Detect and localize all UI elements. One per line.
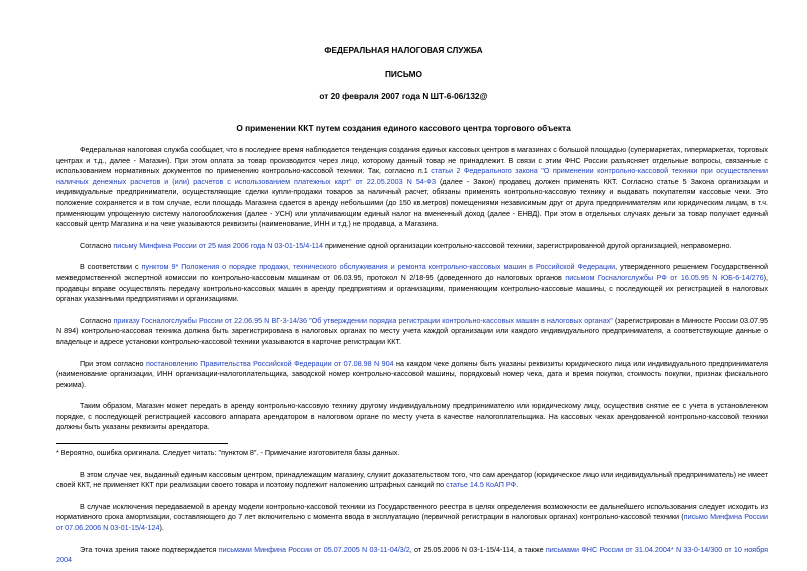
paragraph-text: , утвержденного решением Государственной межведомственной экспертной комиссии по контрольно-кассовым машинам от 06.03.95, протокол N 2/18-95 (доведенного до налоговых органов	[56, 262, 768, 282]
document-date-number: от 20 февраля 2007 года N ШТ-6-06/132@	[319, 91, 488, 101]
footnote-text: * Вероятно, ошибка оригинала. Следует читать: "пунктом 8". - Примечание изготовителя базы данных.	[56, 448, 400, 458]
regulation-point-9-link[interactable]: пунктом 9* Положения о порядке продажи, технического обслуживания и ремонта контрольно-кассовых машин в Российской Федерации	[141, 262, 616, 272]
paragraph-8	[56, 502, 768, 534]
paragraph-text: .	[516, 480, 519, 490]
footnote-divider	[56, 443, 228, 444]
minfin-letter-2006-link[interactable]: письмо Минфина России от 07.06.2006 N 03-01-15/4-124	[56, 512, 768, 533]
agency-title: ФЕДЕРАЛЬНАЯ НАЛОГОВАЯ СЛУЖБА	[324, 45, 483, 55]
paragraph-9	[56, 545, 768, 566]
paragraph-text: При этом согласно	[80, 358, 146, 368]
paragraph-text: Эта точка зрения также подтверждается	[80, 544, 219, 554]
paragraph-text: В этом случае чек, выданный единым кассовым центром, принадлежащим магазину, служит доказательством того, что сам арендатор (юридическое лицо или индивидуальный предприниматель) не имеет своей ККТ, не применяет ККТ при реализации своего товара и поэтому подлежит наложению штрафных санкций по	[56, 469, 768, 490]
paragraph-text: Таким образом, Магазин может передать в аренду контрольно-кассовую технику другому индивидуальному предпринимателю или юридическому лицу, осуществив снятие ее с учета в установленном порядке, с последующей регистрацией кассового аппарата арендатором в налоговом органе по месту учета в качестве налогоплательщика. На кассовых чеках арендованной контрольно-кассовой техники должны быть указаны реквизиты арендатора.	[56, 401, 768, 432]
paragraph-4	[56, 316, 768, 348]
paragraph-3	[56, 262, 768, 304]
paragraph-text: применение одной организации контрольно-кассовой техники, зарегистрированной другой организацией, неправомерно.	[323, 240, 732, 250]
gosnalog-order-link[interactable]: приказу Госналогслужбы России от 22.06.95 N ВГ-3-14/36 "Об утверждении порядка регистрации контрольно-кассовых машин в налоговых органах"	[113, 315, 613, 325]
paragraph-5	[56, 359, 768, 391]
document-type: ПИСЬМО	[384, 69, 423, 79]
document-body	[56, 145, 768, 566]
paragraph-text: на каждом чеке должны быть указаны реквизиты юридического лица или индивидуального предпринимателя (наименование организации, ИНН организации-налогоплательщика, заводской номер контрольно-кассовой машины, порядковый номер чека, дата и время покупки, стоимость покупки, признак фискального режима).	[56, 358, 768, 389]
paragraph-6	[56, 401, 768, 433]
paragraph-text: Согласно	[80, 240, 114, 250]
paragraph-text: , от 25.05.2006 N 03-1-15/4-114, а также	[409, 544, 546, 554]
paragraph-text: (зарегистрирован в Минюсте России 03.07.95 N 894) контрольно-кассовая техника должна быть зарегистрирована в налоговых органах по месту учета каждой организации или каждого индивидуального предпринимателя, а соответствующие данные о владельце и адресе установки контрольно-кассовой техники указываются в карточке регистрации ККТ.	[56, 315, 768, 346]
paragraph-text: (далее - Закон) продавец должен применять ККТ. Согласно статье 5 Закона организации и индивидуальные предприниматели, осуществляющие сделки купли-продажи товаров за наличный расчет, обязаны применять контрольно-кассовую технику и выдавать покупателям кассовые чеки. Это положение сохраняется и в том случае, если площадь Магазина сдается в аренду небольшими (до 150 кв.метров) помещениями независимым друг от друга предпринимателям или юридическим лицам, в т.ч. применяющим упрощенную систему налогообложения (далее - УСН) или уплачивающим единый налог на вмененный доход (далее - ЕНВД). При этом в отдельных случаях деньги за товар получает единый кассовый центр Магазина и на чеке указываются реквизиты (наименование, ИНН и т.д.) не продавца, а Магазина.	[56, 176, 768, 229]
paragraph-2	[56, 241, 768, 252]
paragraph-text: В соответствии с	[80, 262, 142, 272]
paragraph-1	[56, 145, 768, 230]
gosnalog-letter-link[interactable]: письмом Госналогслужбы РФ от 16.05.95 N ЮБ-6-14/276	[565, 272, 764, 282]
minfin-letters-link[interactable]: письмами Минфина России от 05.07.2005 N 03-11-04/3/2	[218, 544, 410, 554]
paragraph-text: ).	[159, 523, 164, 533]
minfin-letter-link[interactable]: письму Минфина России от 25 мая 2006 года N 03-01-15/4-114	[113, 240, 324, 250]
law-54fz-link[interactable]: статьи 2 Федерального закона "О применении контрольно-кассовой техники при осуществлении наличных денежных расчетов и (или) расчетов с использованием платежных карт" от 22.05.2003 N 54-ФЗ	[56, 166, 769, 186]
paragraph-text: В случае исключения передаваемой в аренду модели контрольно-кассовой техники из Государственного реестра в целях определения возможности ее дальнейшего использования следует исходить из нормативного срока амортизации, составляющего до 7 лет включительно с момента ввода в эксплуатацию (первичной регистрации в налоговых органах) контрольно-кассовой техники (	[56, 501, 768, 522]
fns-letters-link[interactable]: письмами ФНС России от 31.04.2004* N 33-0-14/300 от 10 ноября 2004	[56, 544, 769, 565]
paragraph-text: Согласно	[80, 315, 114, 325]
footnote	[56, 448, 768, 459]
document-subject: О применении ККТ путем создания единого кассового центра торгового объекта	[236, 123, 571, 133]
paragraph-text: Федеральная налоговая служба сообщает, что в последнее время наблюдается тенденция создания единых кассовых центров в магазинах с большой площадью (супермаркетах, гипермаркетах, торговых центрах и т.д., далее - Магазин). При этом оплата за товар производится через лицо, которому данный товар не принадлежит. В связи с этим ФНС России разъясняет отдельные вопросы, связанные с использованием нормативных документов по применению контрольно-кассовой техники. Так, согласно п.1	[56, 145, 768, 176]
koap-article-link[interactable]: статье 14.5 КоАП РФ	[446, 480, 517, 490]
paragraph-text: ), продавцы вправе осуществлять передачу контрольно-кассовых машин в аренду предприятиям и организациям, применяющим контрольно-кассовые машины, с последующей их регистрацией в налоговых органах указанными предприятиями и организациями.	[56, 272, 768, 304]
paragraph-7	[56, 470, 768, 491]
government-decree-link[interactable]: постановлению Правительства Российской Федерации от 07.08.98 N 904	[145, 358, 394, 368]
